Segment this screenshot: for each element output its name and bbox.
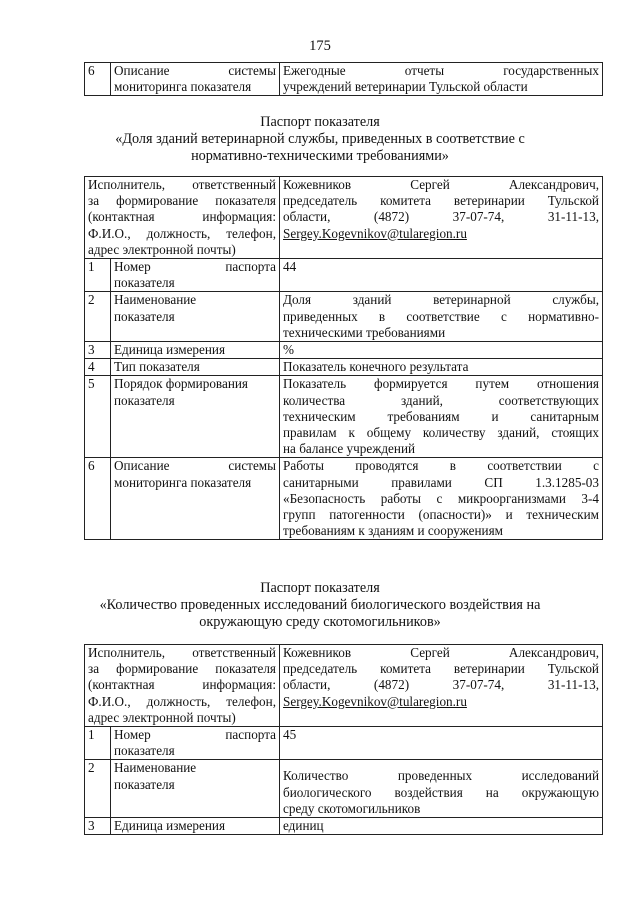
label-line: Описание системы — [114, 458, 276, 474]
value-line: среду скотомогильников — [283, 800, 421, 816]
row-label: Тип показателя — [111, 359, 280, 376]
value-line: Кожевников Сергей Александрович, — [283, 645, 599, 660]
row-label — [111, 292, 280, 342]
label-line: Номер паспорта — [114, 727, 276, 743]
label-line: Наименование — [114, 292, 197, 308]
label-line: Исполнитель, ответственный — [88, 177, 276, 192]
label-line: адрес электронной почты) — [88, 241, 236, 257]
row-value: 44 — [280, 259, 603, 292]
table-row — [85, 760, 603, 818]
value-line: учреждений ветеринарии Тульской области — [283, 79, 528, 95]
row-label — [111, 376, 280, 458]
passport1-title: Паспорт показателя — [260, 114, 380, 130]
executor-value — [280, 177, 603, 259]
row-number: 1 — [85, 727, 111, 760]
row-label — [111, 760, 280, 818]
executor-label — [85, 177, 280, 259]
row-value — [280, 376, 603, 458]
value-line: области, (4872) 37-07-74, 31-11-13, — [283, 677, 599, 693]
label-line: Порядок формирования — [114, 376, 248, 392]
row-value — [280, 63, 603, 96]
executor-email-link[interactable]: Sergey.Kogevnikov@tularegion.ru — [283, 225, 467, 241]
table-row — [85, 727, 603, 760]
row-value — [280, 760, 603, 818]
row-number: 6 — [85, 63, 111, 96]
value-line: биологического воздействия на окружающую — [283, 784, 599, 800]
row-number: 3 — [85, 342, 111, 359]
row-label — [111, 63, 280, 96]
row-number: 2 — [85, 292, 111, 342]
row-label — [111, 727, 280, 760]
value-line: Ежегодные отчеты государственных — [283, 63, 599, 78]
value-line: Показатель формируется путем отношения — [283, 376, 599, 392]
table-row — [85, 376, 603, 458]
label-line: Наименование — [114, 760, 197, 776]
row-value — [280, 292, 603, 342]
row-number: 6 — [85, 458, 111, 540]
table-row — [85, 177, 603, 259]
label-line: (контактная информация: — [88, 677, 276, 693]
passport2-title: Паспорт показателя — [260, 580, 380, 596]
value-line: области, (4872) 37-07-74, 31-11-13, — [283, 209, 599, 225]
value-line: техническим требованиям и санитарным — [283, 408, 599, 424]
row-value — [280, 458, 603, 540]
row-value: % — [280, 342, 603, 359]
row-value: 45 — [280, 727, 603, 760]
value-line: количества зданий, соответствующих — [283, 392, 599, 408]
label-line: за формирование показателя — [88, 193, 276, 209]
table-row — [85, 359, 603, 376]
row-label — [111, 458, 280, 540]
table-row — [85, 292, 603, 342]
passport1-heading — [0, 114, 640, 165]
row-number: 1 — [85, 259, 111, 292]
table-row — [85, 818, 603, 835]
label-line: Ф.И.О., должность, телефон, — [88, 693, 276, 709]
table-row — [85, 342, 603, 359]
passport2-heading — [0, 580, 640, 631]
top-continuation-table — [84, 62, 603, 96]
label-line: (контактная информация: — [88, 209, 276, 225]
label-line: Исполнитель, ответственный — [88, 645, 276, 660]
label-line: за формирование показателя — [88, 661, 276, 677]
passport1-subtitle-line: «Доля зданий ветеринарной службы, приведенных в соответствие с — [115, 131, 525, 147]
label-line: показателя — [114, 308, 175, 324]
label-line: мониторинга показателя — [114, 79, 252, 95]
table-row — [85, 63, 603, 96]
label-line: показателя — [114, 392, 175, 408]
table-row — [85, 259, 603, 292]
value-line: Работы проводятся в соответствии с — [283, 458, 599, 474]
value-line: Количество проведенных исследований — [283, 768, 599, 784]
row-label — [111, 259, 280, 292]
row-number: 3 — [85, 818, 111, 835]
label-line: показателя — [114, 275, 175, 291]
label-line: Описание системы — [114, 63, 276, 78]
row-number: 4 — [85, 359, 111, 376]
row-number: 5 — [85, 376, 111, 458]
table-row — [85, 458, 603, 540]
value-line: групп патогенности (опасности)» и техническим — [283, 507, 599, 523]
executor-value — [280, 645, 603, 727]
page-number: 175 — [309, 38, 331, 54]
value-line: техническими требованиями — [283, 324, 446, 340]
value-line: на балансе учреждений — [283, 441, 416, 457]
row-label: Единица измерения — [111, 342, 280, 359]
value-line: требованиям к зданиям и сооружениям — [283, 523, 504, 539]
value-line: Кожевников Сергей Александрович, — [283, 177, 599, 192]
table-row — [85, 645, 603, 727]
value-line: «Безопасность работы с микроорганизмами 3-4 — [283, 490, 599, 506]
label-line: показателя — [114, 776, 175, 792]
value-line: санитарными правилами СП 1.3.1285-03 — [283, 474, 599, 490]
label-line: Номер паспорта — [114, 259, 276, 275]
label-line: адрес электронной почты) — [88, 709, 236, 725]
row-label: Единица измерения — [111, 818, 280, 835]
label-line: показателя — [114, 743, 175, 759]
passport2-table — [84, 644, 603, 835]
executor-label — [85, 645, 280, 727]
passport2-subtitle-line: окружающую среду скотомогильников» — [199, 614, 441, 630]
label-line: Ф.И.О., должность, телефон, — [88, 225, 276, 241]
passport1-subtitle-line: нормативно-техническими требованиями» — [191, 148, 449, 164]
label-line: мониторинга показателя — [114, 474, 252, 490]
executor-email-link[interactable]: Sergey.Kogevnikov@tularegion.ru — [283, 693, 467, 709]
value-line: председатель комитета ветеринарии Тульской — [283, 661, 599, 677]
passport1-table — [84, 176, 603, 540]
value-line: председатель комитета ветеринарии Тульской — [283, 193, 599, 209]
row-value: Показатель конечного результата — [280, 359, 603, 376]
value-line: приведенных в соответствие с нормативно- — [283, 308, 599, 324]
passport2-subtitle-line: «Количество проведенных исследований биологического воздействия на — [99, 597, 541, 613]
value-line: правилам к общему количеству зданий, стоящих — [283, 425, 599, 441]
row-value: единиц — [280, 818, 603, 835]
row-number: 2 — [85, 760, 111, 818]
value-line: Доля зданий ветеринарной службы, — [283, 292, 599, 308]
